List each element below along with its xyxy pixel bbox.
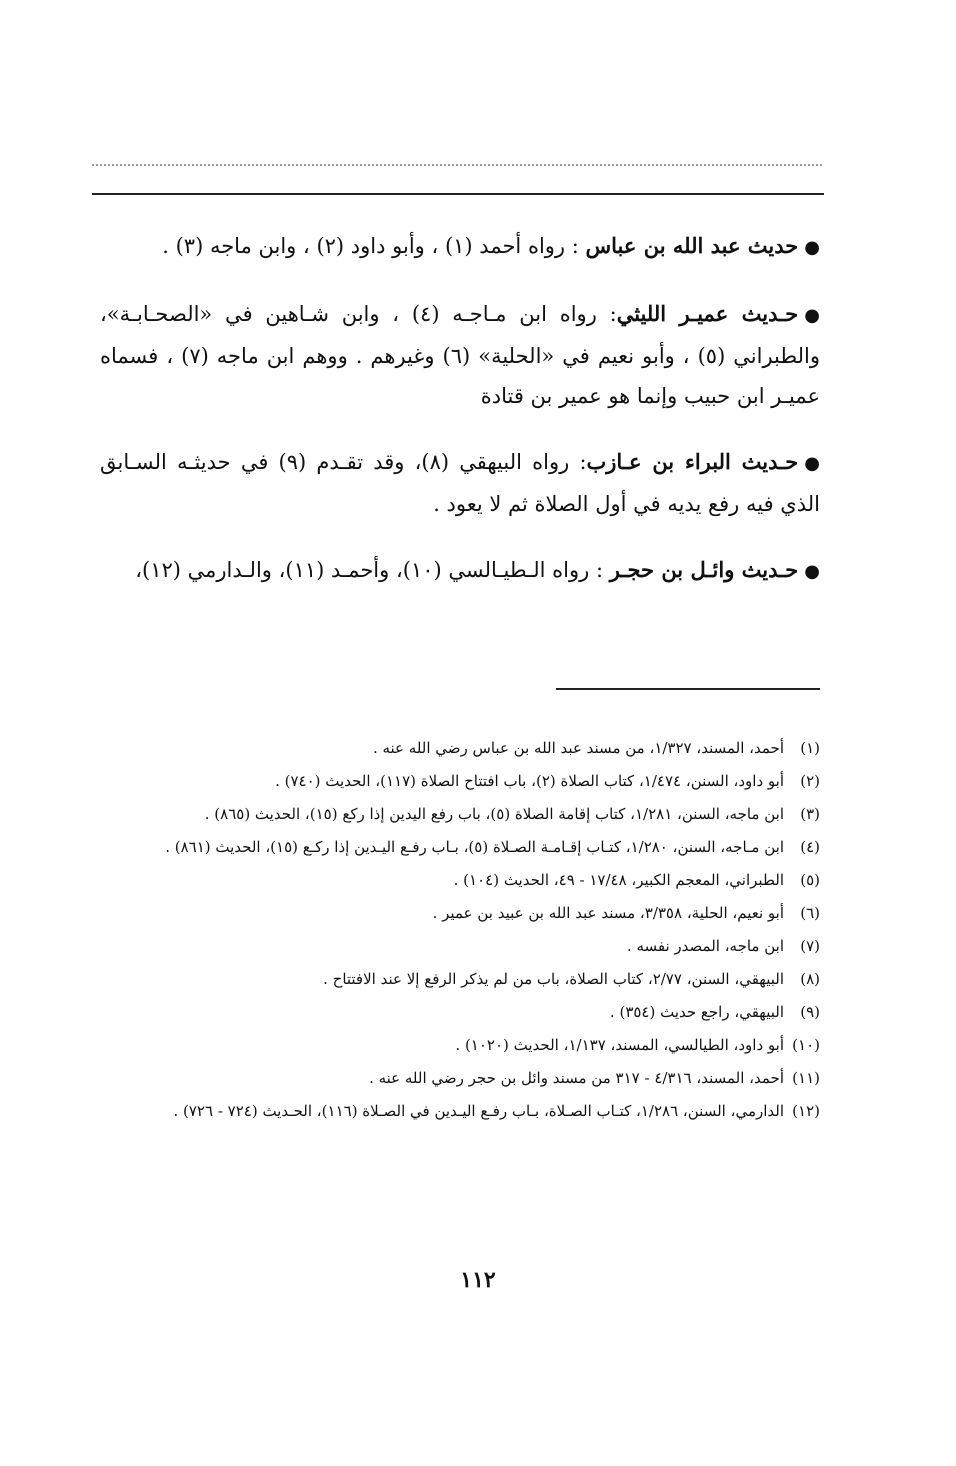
footnote-number: (٣) — [800, 805, 820, 823]
footnote-item — [104, 765, 820, 798]
footnote-text: الطبراني، المعجم الكبير، ١٧/٤٨ - ٤٩، الحديث (١٠٤) . — [453, 871, 784, 889]
hadith-text: : رواه ابن مـاجـه (٤) ، وابن شـاهين في «الصحـابـة»، والطبراني (٥) ، وأبو نعيم في «الحلية» (٦) وغيرهم . ووهم ابن ماجه (٧) ، فسماه عميـر ابن حبيب وإنما هو عمير بن قتادة — [100, 302, 820, 408]
footnote-item — [104, 930, 820, 963]
footnote-text: البيهقي، السنن، ٢/٧٧، كتاب الصلاة، باب من لم يذكر الرفع إلا عند الافتتاح . — [323, 970, 784, 988]
dotted-separator — [92, 164, 822, 166]
bullet-icon: ● — [804, 561, 820, 582]
hadith-bara — [100, 442, 820, 524]
footnote-number: (١٢) — [792, 1102, 820, 1120]
footnote-item — [104, 897, 820, 930]
bullet-icon: ● — [804, 305, 820, 326]
footnote-item — [104, 732, 820, 765]
footnote-number: (٨) — [800, 970, 820, 988]
footnote-text: أبو داود، السنن، ١/٤٧٤، كتاب الصلاة (٢)، باب افتتاح الصلاة (١١٧)، الحديث (٧٤٠) . — [275, 772, 784, 790]
footnote-separator — [556, 688, 820, 690]
footnote-text: ابن ماجه، السنن، ١/٢٨١، كتاب إقامة الصلاة (٥)، باب رفع اليدين إذا ركع (١٥)، الحديث (٨٦٥) . — [204, 805, 784, 823]
hadith-title: حـديث وائـل بن حجـر — [609, 557, 799, 582]
hadith-text: : رواه البيهقي (٨)، وقد تقـدم (٩) في حديثـه السـابق الذي فيه رفع يديه في أول الصلاة ثم لا يعود . — [100, 450, 820, 516]
footnote-number: (١٠) — [792, 1036, 820, 1054]
page-number: ١١٢ — [460, 1267, 496, 1293]
footnote-number: (٩) — [800, 1003, 820, 1021]
main-text — [100, 226, 820, 618]
header-rule — [92, 193, 824, 195]
footnote-text: البيهقي، راجع حديث (٣٥٤) . — [609, 1003, 784, 1021]
footnote-item — [104, 831, 820, 864]
footnote-number: (١) — [800, 739, 820, 757]
hadith-umayr — [100, 294, 820, 416]
footnote-number: (٦) — [800, 904, 820, 922]
footnote-item — [104, 1029, 820, 1062]
hadith-title: حـديث البراء بن عـازب — [586, 449, 799, 474]
footnote-text: أبو نعيم، الحلية، ٣/٣٥٨، مسند عبد الله بن عبيد بن عمير . — [432, 904, 784, 922]
footnote-number: (٤) — [800, 838, 820, 856]
bullet-icon: ● — [804, 453, 820, 474]
footnote-text: أحمد، المسند، ٤/٣١٦ - ٣١٧ من مسند وائل بن حجر رضي الله عنه . — [369, 1069, 784, 1087]
footnote-item — [104, 1062, 820, 1095]
footnote-text: ابن مـاجه، السنن، ١/٢٨٠، كتـاب إقـامـة الصـلاة (٥)، بـاب رفـع اليـدين إذا ركـع (١٥)، الحديث (٨٦١) . — [165, 838, 784, 856]
footnote-number: (٢) — [800, 772, 820, 790]
footnote-item — [104, 963, 820, 996]
hadith-title: حـديث عميـر الليثي — [616, 301, 799, 326]
footnote-item — [104, 864, 820, 897]
footnote-number: (٧) — [800, 937, 820, 955]
footnote-item — [104, 798, 820, 831]
hadith-ibn-abbas — [100, 226, 820, 268]
footnote-text: أحمد، المسند، ١/٣٢٧، من مسند عبد الله بن عباس رضي الله عنه . — [372, 739, 784, 757]
hadith-title: حديث عبد الله بن عباس — [585, 233, 799, 258]
footnote-text: ابن ماجه، المصدر نفسه . — [626, 937, 784, 955]
footnote-item — [104, 1095, 820, 1128]
footnote-text: الدارمي، السنن، ١/٢٨٦، كتـاب الصـلاة، بـاب رفـع اليـدين في الصـلاة (١١٦)، الحـديث (٧٢٤ - ٧٢٦) . — [173, 1102, 784, 1120]
hadith-text: : رواه أحمد (١) ، وأبو داود (٢) ، وابن ماجه (٣) . — [162, 234, 586, 258]
hadith-text: : رواه الـطيـالسي (١٠)، وأحمـد (١١)، والـدارمي (١٢)، — [135, 558, 610, 582]
footnote-number: (١١) — [792, 1069, 820, 1087]
bullet-icon: ● — [804, 237, 820, 258]
hadith-wail — [100, 550, 820, 592]
footnote-text: أبو داود، الطيالسي، المسند، ١/١٣٧، الحديث (١٠٢٠) . — [455, 1036, 784, 1054]
footnote-number: (٥) — [800, 871, 820, 889]
footnotes — [104, 732, 820, 1128]
footnote-item — [104, 996, 820, 1029]
